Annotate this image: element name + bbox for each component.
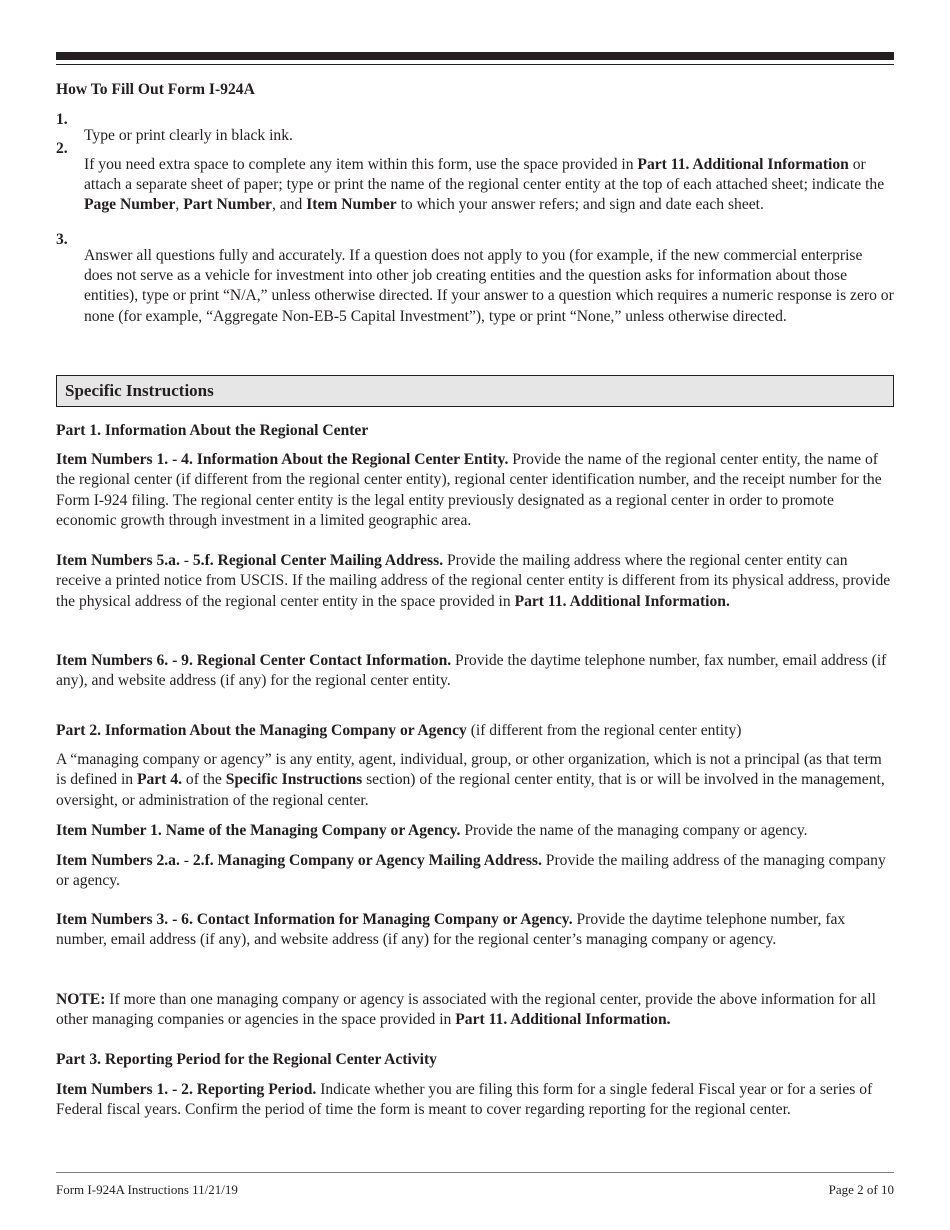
part2-item-2: Item Numbers 2.a. - 2.f. Managing Company or Agency Mailing Address. Provide the mailing address of the managing company or agency. <box>56 852 886 890</box>
instruction-item-2 <box>56 139 894 231</box>
part1-item-6-9: Item Numbers 6. - 9. Regional Center Contact Information. Provide the daytime telephone number, fax number, email address (if any), and website address (if any) for the regional center entity. <box>56 652 887 690</box>
footer-form-id: Form I-924A Instructions 11/21/19 <box>56 1182 238 1197</box>
section-header-box <box>56 375 894 407</box>
header-rule-thin <box>56 64 894 65</box>
part2-item-3-6: Item Numbers 3. - 6. Contact Information for Managing Company or Agency. Provide the daytime telephone number, fax number, email address (if any), and website address (if any) for the regional center’s managing company or agency. <box>56 911 846 949</box>
instruction-number: 1. <box>56 111 68 128</box>
instruction-text: Type or print clearly in black ink. <box>84 126 293 144</box>
instruction-text: If you need extra space to complete any item within this form, use the space provided in Part 11. Additional Information or attach a separate sheet of paper; type or print the name of the regional center entity at the top of each attached sheet; indicate the Page Number, Part Number, and Item Number to which your answer refers; and sign and date each sheet. <box>84 155 885 214</box>
part2-intro: A “managing company or agency” is any entity, agent, individual, group, or other organization, which is not a principal (as that term is defined in Part 4. of the Specific Instructions section) of the regional center entity, that is or will be involved in the management, oversight, or administration of the regional center. <box>56 751 885 809</box>
section-header-title: Specific Instructions <box>65 381 214 400</box>
header-rule-thick <box>56 52 894 60</box>
instruction-number: 3. <box>56 231 68 248</box>
part1-item-1-4: Item Numbers 1. - 4. Information About the Regional Center Entity. Provide the name of the regional center entity, the name of the regional center (if different from the regional center entity), regional center identification number, and the receipt number for the Form I-924 filing. The regional center entity is the legal entity previously designated as a regional center in order to promote economic growth through investment in a limited geographic area. <box>56 451 882 530</box>
part1-item-5: Item Numbers 5.a. - 5.f. Regional Center Mailing Address. Provide the mailing address where the regional center entity can receive a printed notice from USCIS. If the mailing address of the regional center entity is different from its physical address, provide the physical address of the regional center entity in the space provided in Part 11. Additional Information. <box>56 552 891 610</box>
instruction-number: 2. <box>56 140 68 157</box>
part2-note: NOTE: If more than one managing company or agency is associated with the regional center, provide the above information for all other managing companies or agencies in the space provided in Part 11. Additional Information. <box>56 991 876 1029</box>
footer-page-number: Page 2 of 10 <box>828 1182 894 1197</box>
part3-title: Part 3. Reporting Period for the Regional Center Activity <box>56 1051 437 1068</box>
footer-rule <box>56 1172 894 1173</box>
part1-title: Part 1. Information About the Regional Center <box>56 422 369 439</box>
instruction-item-3 <box>56 230 894 343</box>
part2-item-1: Item Number 1. Name of the Managing Company or Agency. Provide the name of the managing company or agency. <box>56 822 808 839</box>
page-heading: How To Fill Out Form I-924A <box>56 81 255 98</box>
part3-item-1-2: Item Numbers 1. - 2. Reporting Period. Indicate whether you are filing this form for a single federal Fiscal year or for a series of Federal fiscal years. Confirm the period of time the form is meant to cover regarding reporting for the regional center. <box>56 1081 873 1119</box>
instruction-text: Answer all questions fully and accurately. If a question does not apply to you (for example, if the new commercial enterprise does not serve as a vehicle for investment into other job creating entities and the question asks for information about those entities), type or print “N/A,” unless otherwise directed. If your answer to a question which requires a numeric response is zero or none (for example, “Aggregate Non-EB-5 Capital Investment”), type or print “None,” unless otherwise directed. <box>84 246 894 325</box>
part2-title: Part 2. Information About the Managing Company or Agency (if different from the regional center entity) <box>56 722 742 739</box>
